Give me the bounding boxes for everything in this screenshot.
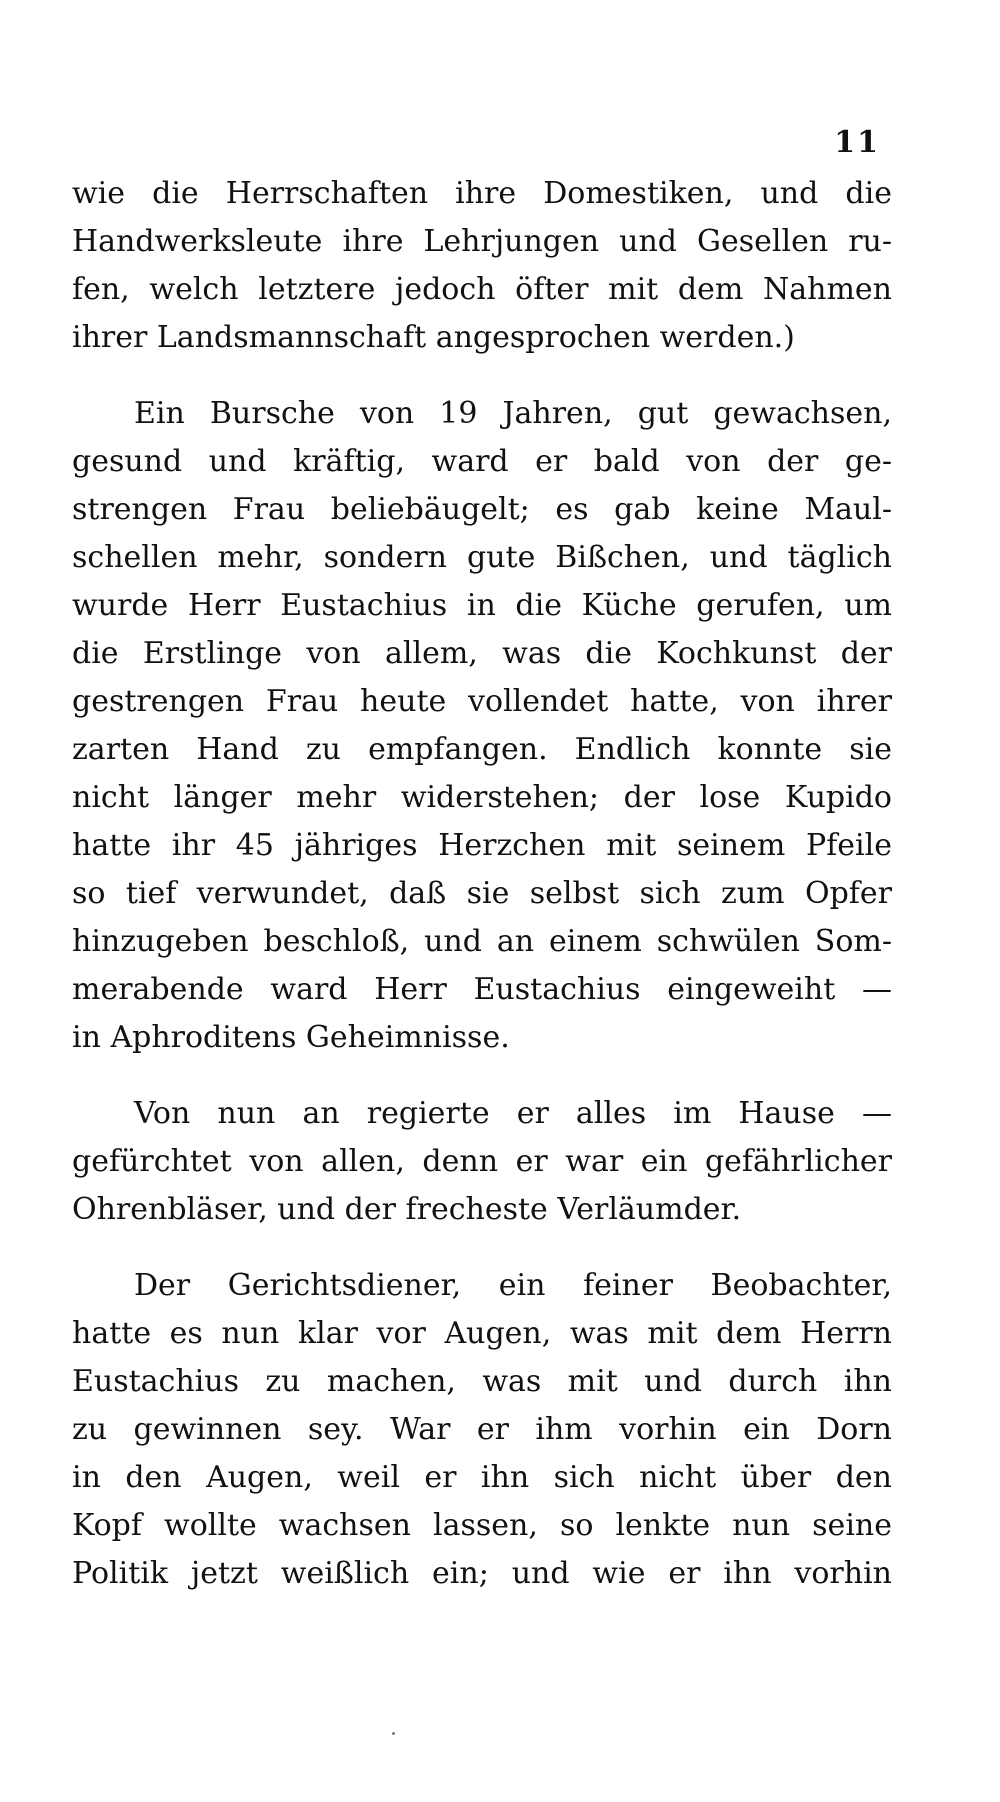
- print-speck: [392, 1732, 395, 1735]
- text-line: gestrengen Frau heute vollendet hatte, von ihrer: [72, 684, 892, 719]
- text-line: in Aphroditens Geheimnisse.: [72, 1020, 510, 1055]
- body-text: [72, 170, 892, 1598]
- text-line: Kopf wollte wachsen lassen, so lenkte nun seine: [72, 1508, 892, 1543]
- paragraph-gap: [72, 362, 892, 390]
- text-line: Politik jetzt weißlich ein; und wie er ihn vorhin: [72, 1556, 892, 1591]
- text-line: Eustachius zu machen, was mit und durch ihn: [72, 1364, 892, 1399]
- paragraph-1: [72, 170, 892, 362]
- text-line: hinzugeben beschloß, und an einem schwülen Som-: [72, 924, 892, 959]
- text-line: merabende ward Herr Eustachius eingeweiht —: [72, 972, 892, 1007]
- text-line: Ohrenbläser, und der frecheste Verläumder.: [72, 1192, 742, 1227]
- paragraph-3: [72, 1090, 892, 1234]
- text-line: hatte es nun klar vor Augen, was mit dem Herrn: [72, 1316, 892, 1351]
- text-line: schellen mehr, sondern gute Bißchen, und täglich: [72, 540, 892, 575]
- paragraph-2: [72, 390, 892, 1062]
- paragraph-gap: [72, 1234, 892, 1262]
- text-line: die Erstlinge von allem, was die Kochkunst der: [72, 636, 892, 671]
- text-line: zarten Hand zu empfangen. Endlich konnte sie: [72, 732, 892, 767]
- text-line: gefürchtet von allen, denn er war ein gefährlicher: [72, 1144, 892, 1179]
- text-line: in den Augen, weil er ihn sich nicht über den: [72, 1460, 892, 1495]
- text-line: gesund und kräftig, ward er bald von der ge-: [72, 444, 892, 479]
- text-line: Handwerksleute ihre Lehrjungen und Gesellen ru-: [72, 224, 892, 259]
- text-line: hatte ihr 45 jähriges Herzchen mit seinem Pfeile: [72, 828, 892, 863]
- text-line: wie die Herrschaften ihre Domestiken, und die: [72, 176, 892, 211]
- paragraph-4: [72, 1262, 892, 1598]
- text-line: fen, welch letztere jedoch öfter mit dem Nahmen: [72, 272, 892, 307]
- text-line: nicht länger mehr widerstehen; der lose Kupido: [72, 780, 892, 815]
- paragraph-gap: [72, 1062, 892, 1090]
- text-line: zu gewinnen sey. War er ihm vorhin ein Dorn: [72, 1412, 892, 1447]
- text-line: Ein Bursche von 19 Jahren, gut gewachsen,: [134, 396, 892, 431]
- text-line: so tief verwundet, daß sie selbst sich zum Opfer: [72, 876, 892, 911]
- text-line: Der Gerichtsdiener, ein feiner Beobachter,: [134, 1268, 892, 1303]
- text-line: Von nun an regierte er alles im Hause —: [134, 1096, 892, 1131]
- text-line: strengen Frau beliebäugelt; es gab keine Maul-: [72, 492, 892, 527]
- text-line: ihrer Landsmannschaft angesprochen werden.): [72, 320, 795, 355]
- page-number: 11: [834, 125, 880, 160]
- text-line: wurde Herr Eustachius in die Küche gerufen, um: [72, 588, 892, 623]
